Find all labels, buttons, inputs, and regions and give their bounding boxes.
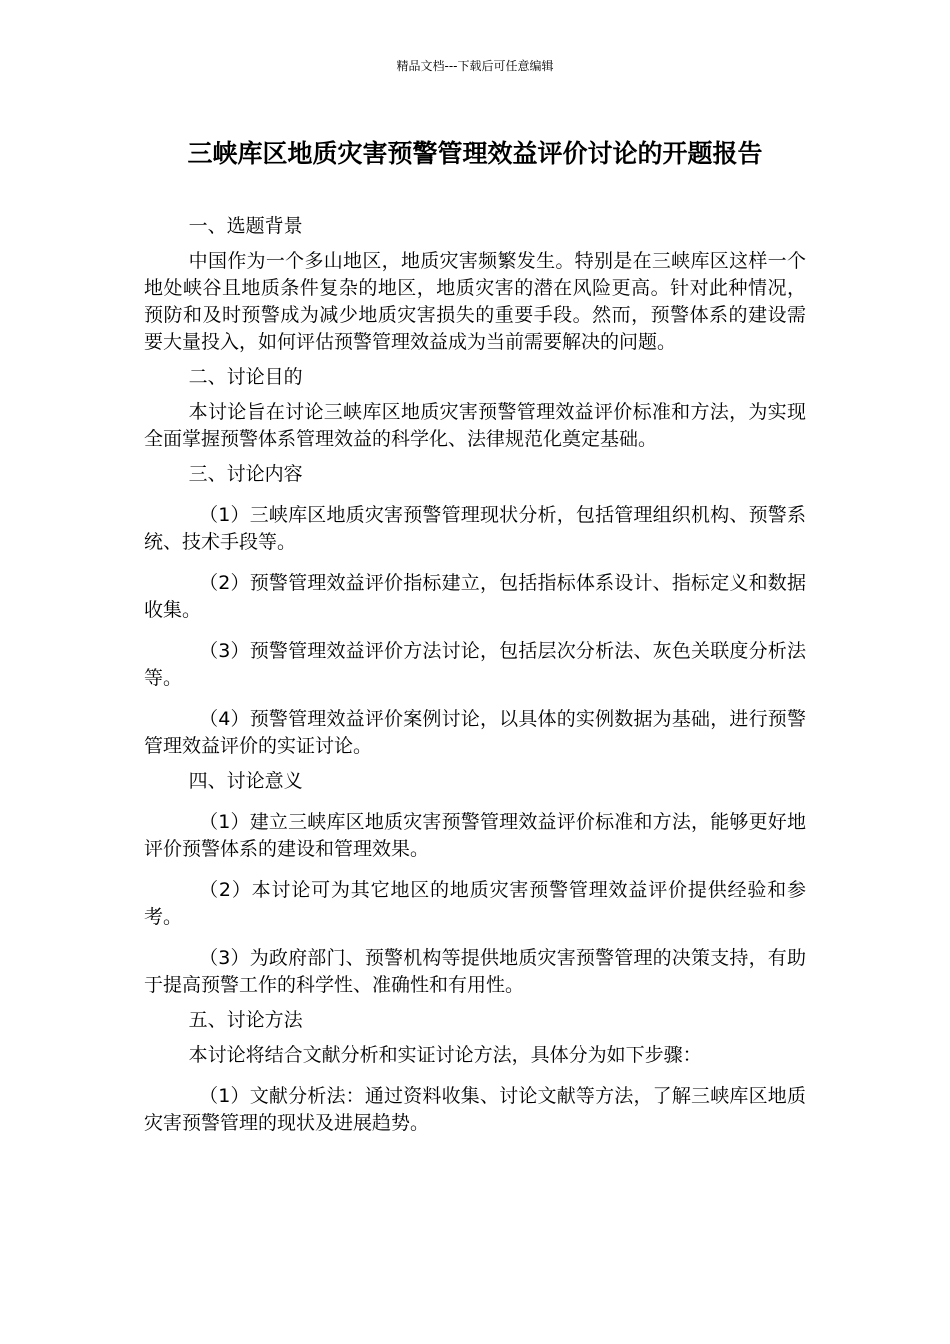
section-heading-background: 一、选题背景 (188, 215, 303, 237)
significance-item: （3）为政府部门、预警机构等提供地质灾害预警管理的决策支持，有助于提高预警工作的科学性、准确性和有用性。 (144, 947, 806, 996)
section-heading-significance: 四、讨论意义 (188, 770, 303, 792)
paragraph-method: 本讨论将结合文献分析和实证讨论方法，具体分为如下步骤： (188, 1044, 702, 1066)
significance-item: （2）本讨论可为其它地区的地质灾害预警管理效益评价提供经验和参考。 (144, 879, 806, 928)
section-heading-purpose: 二、讨论目的 (188, 366, 303, 388)
header-note: 精品文档---下载后可任意编辑 (396, 59, 554, 73)
document-title: 三峡库区地质灾害预警管理效益评价讨论的开题报告 (187, 139, 763, 168)
method-item: （1）文献分析法：通过资料收集、讨论文献等方法，了解三峡库区地质灾害预警管理的现状及进展趋势。 (144, 1085, 806, 1134)
significance-item: （1）建立三峡库区地质灾害预警管理效益评价标准和方法，能够更好地评价预警体系的建设和管理效果。 (144, 811, 806, 860)
content-item: （4）预警管理效益评价案例讨论，以具体的实例数据为基础，进行预警管理效益评价的实证讨论。 (144, 708, 806, 757)
section-heading-method: 五、讨论方法 (188, 1009, 303, 1031)
content-item: （1）三峡库区地质灾害预警管理现状分析，包括管理组织机构、预警系统、技术手段等。 (144, 504, 806, 553)
content-item: （2）预警管理效益评价指标建立，包括指标体系设计、指标定义和数据收集。 (144, 572, 806, 621)
section-heading-content: 三、讨论内容 (188, 463, 303, 485)
content-item: （3）预警管理效益评价方法讨论，包括层次分析法、灰色关联度分析法等。 (144, 640, 806, 689)
paragraph-background: 中国作为一个多山地区，地质灾害频繁发生。特别是在三峡库区这样一个地处峡谷且地质条件复杂的地区，地质灾害的潜在风险更高。针对此种情况，预防和及时预警成为减少地质灾害损失的重要手段。然而，预警体系的建设需要大量投入，如何评估预警管理效益成为当前需要解决的问题。 (144, 250, 806, 353)
paragraph-purpose: 本讨论旨在讨论三峡库区地质灾害预警管理效益评价标准和方法，为实现全面掌握预警体系管理效益的科学化、法律规范化奠定基础。 (144, 401, 806, 450)
document-body (144, 213, 806, 1137)
